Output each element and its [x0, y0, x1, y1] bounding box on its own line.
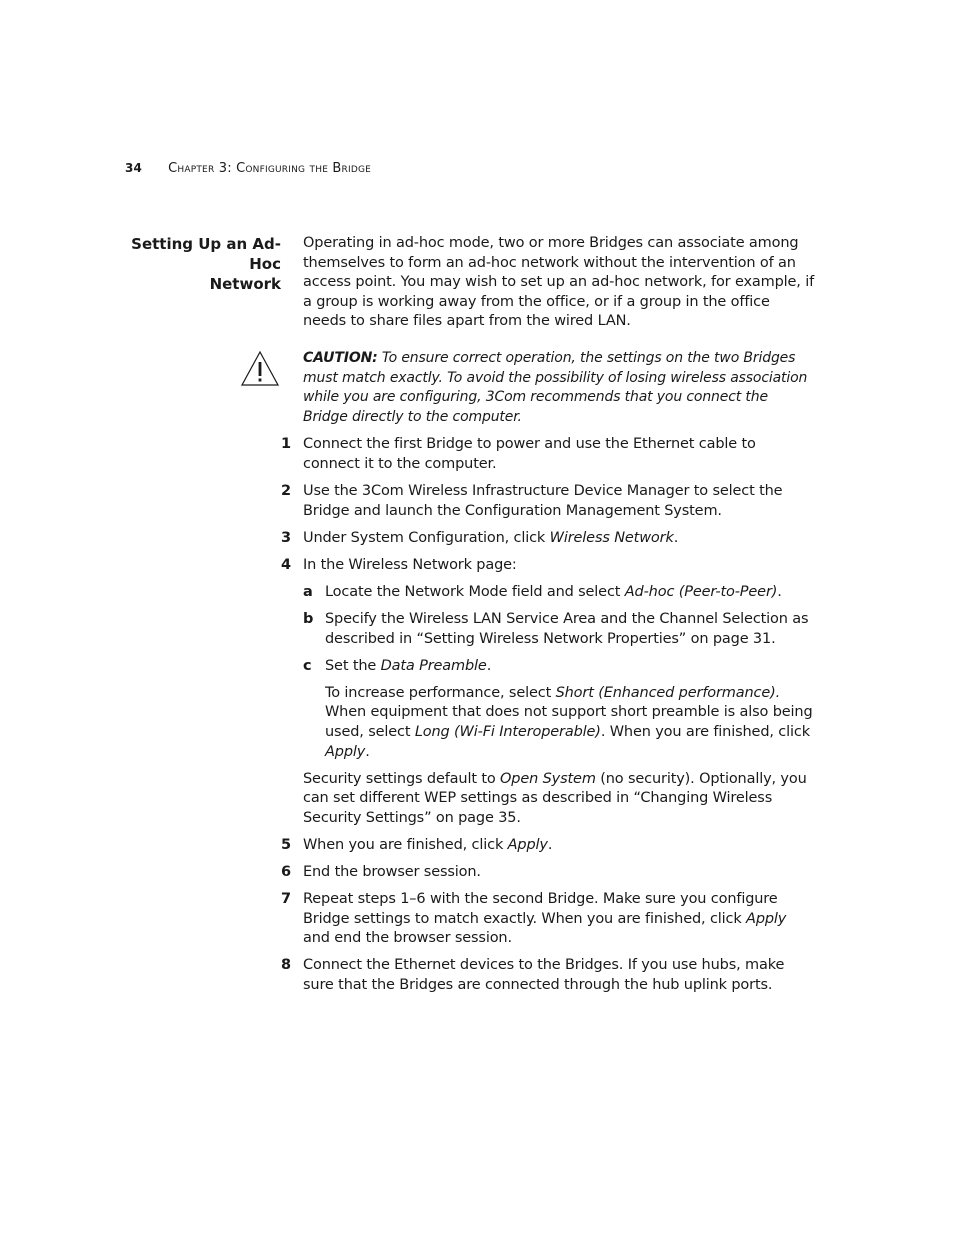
- text-run: .: [365, 743, 370, 760]
- step-number: 3: [281, 529, 291, 546]
- step-emphasis: Apply: [507, 836, 548, 853]
- substep-text: Specify the Wireless LAN Service Area and the Channel Selection as described in “Setting Wireless Network Properties” on page 31.: [325, 611, 809, 647]
- step-number: 2: [281, 483, 291, 500]
- step-text: Use the 3Com Wireless Infrastructure Device Manager to select the Bridge and launch the Configuration Management System.: [303, 483, 783, 519]
- step-3: [281, 529, 815, 549]
- text-run: Security settings default to: [303, 770, 501, 787]
- caution-triangle-icon: [240, 350, 280, 388]
- section-heading-line2: Network: [209, 275, 281, 293]
- main-content: [281, 234, 815, 1003]
- substep-b: [303, 610, 815, 649]
- substep-text-end: .: [777, 583, 782, 600]
- intro-paragraph: Operating in ad-hoc mode, two or more Bridges can associate among themselves to form an ad-hoc network without the intervention of an access point. You may wish to set up an ad-hoc network, for example, if a group is working away from the office, or if a group in the office needs to share files apart from the wired LAN.: [303, 235, 815, 330]
- substep-text: Set the: [325, 657, 381, 674]
- substep-emphasis: Data Preamble: [380, 657, 487, 674]
- caution-note: [303, 349, 815, 427]
- emphasis-run: Short (Enhanced performance).: [555, 684, 781, 701]
- step-2: [281, 482, 815, 521]
- step-text: Connect the Ethernet devices to the Bridges. If you use hubs, make sure that the Bridges are connected through the hub uplink ports.: [303, 957, 785, 993]
- substep-emphasis: Ad-hoc (Peer-to-Peer): [624, 583, 778, 600]
- step-text: Connect the first Bridge to power and use the Ethernet cable to connect it to the computer.: [303, 436, 756, 472]
- chapter-title: Chapter 3: Configuring the Bridge: [168, 161, 372, 176]
- emphasis-run: Apply: [325, 743, 366, 760]
- step-number: 5: [281, 836, 291, 853]
- substep-a: [303, 583, 815, 603]
- step-5: [281, 836, 815, 856]
- step-text-end: .: [547, 836, 553, 853]
- text-run: . When you are finished, click: [600, 723, 810, 740]
- substep-c: [303, 657, 815, 677]
- preamble-paragraph: [325, 684, 815, 762]
- step-7: [281, 890, 815, 949]
- step-4: [281, 556, 815, 576]
- page-number: 34: [125, 161, 143, 175]
- substep-text: Locate the Network Mode field and select: [325, 583, 625, 600]
- step-text: Under System Configuration, click: [303, 529, 550, 546]
- step-6: [281, 863, 815, 883]
- section-heading-line1: Setting Up an Ad-Hoc: [131, 235, 281, 273]
- step-text-end: and end the browser session.: [303, 930, 512, 947]
- caution-label: CAUTION:: [303, 349, 378, 366]
- emphasis-run: Open System: [500, 770, 596, 787]
- step-number: 6: [281, 864, 291, 881]
- step-1: [281, 435, 815, 474]
- caution-text: To ensure correct operation, the settings on the two Bridges must match exactly. To avoid the possibility of losing wireless association while you are configuring, 3Com recommends that you connect the Bridge directly to the computer.: [303, 349, 808, 425]
- text-run: (no security). Optionally, you can set different WEP settings as described in “Changing Wireless Security Settings” on page 35.: [303, 770, 807, 826]
- text-run: To increase performance, select: [325, 684, 556, 701]
- substep-text-end: .: [486, 657, 492, 674]
- substep-letter: c: [303, 657, 312, 674]
- step-text-end: .: [673, 529, 679, 546]
- step-emphasis: Wireless Network: [549, 529, 674, 546]
- step-number: 7: [281, 891, 291, 908]
- emphasis-run: Long (Wi-Fi Interoperable): [414, 723, 601, 740]
- step-text: When you are finished, click: [303, 836, 508, 853]
- section-heading: [100, 234, 281, 294]
- step-emphasis: Apply: [746, 910, 787, 927]
- step-8: [281, 956, 815, 995]
- step-number: 1: [281, 436, 291, 453]
- step-text: Repeat steps 1–6 with the second Bridge. Make sure you configure Bridge settings to match exactly. When you are finished, click: [303, 891, 778, 927]
- substep-letter: a: [303, 583, 313, 600]
- step-text: End the browser session.: [303, 864, 481, 881]
- step-text: In the Wireless Network page:: [303, 556, 517, 573]
- text-run: When equipment that does not support short preamble is also being used, select: [325, 704, 813, 740]
- step-number: 4: [281, 556, 291, 573]
- substep-letter: b: [303, 611, 314, 627]
- security-paragraph: [303, 770, 815, 829]
- running-header: [125, 161, 371, 176]
- step-number: 8: [281, 957, 291, 974]
